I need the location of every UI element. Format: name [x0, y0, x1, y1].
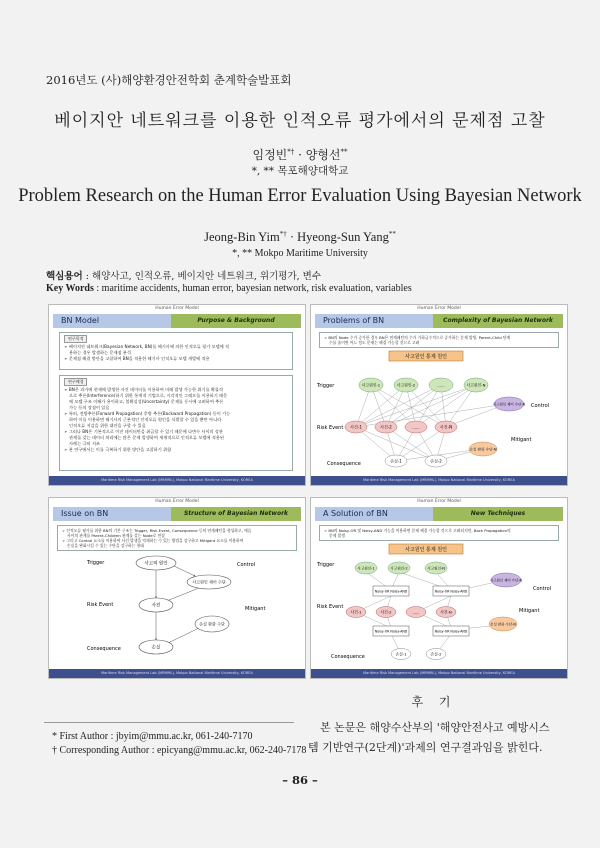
slide-footer: Maritime Risk Management Lab (MRMML), Mokpo National Maritime University, KOREA — [49, 476, 305, 485]
event-node-label: 사건-2 — [380, 609, 392, 615]
slide-subtitle: Purpose & Background — [171, 314, 301, 328]
footnote-divider — [44, 722, 294, 723]
author-kr-1: 임정빈 — [252, 148, 288, 162]
author-kr-2: 양형선 — [305, 148, 341, 162]
slide-title: Issue on BN — [53, 507, 171, 521]
korean-authors — [0, 146, 600, 163]
noisy-gate-diagram — [311, 542, 567, 666]
background-line: ➢ 그러나 BN은 기본적으로 이진 데이터만을 취급할 수 있기 때문에 다변수 사이의 상관 — [64, 429, 223, 434]
event-node-label: ...... — [412, 424, 420, 430]
event-node-label: 사건 — [151, 603, 161, 609]
noisy-gate-label: Noisy-OR Noisy-AND — [434, 589, 468, 594]
slide-footer: Maritime Risk Management Lab (MRMML), Mokpo National Maritime University, KOREA — [311, 476, 567, 485]
background-line: 관계를 갖는 데이터 처리에는 많은 문제 발생하여 세계적으로 인적오류 모델에 적용된 — [69, 435, 224, 440]
background-line: ➢ 본 연구에서는 이를 극복하기 위한 방안을 고찰하기 위함 — [64, 447, 172, 452]
cause-node-label: 사고원인-1 — [357, 566, 375, 571]
slide-footer: Maritime Risk Management Lab (MRMML), Mokpo National Maritime University, KOREA — [311, 669, 567, 678]
control-node-label: 사고원인 제어 수단-N — [489, 578, 523, 583]
slide-subtitle: Structure of Bayesian Network — [171, 507, 301, 521]
acknowledgement-title: 후 기 — [411, 695, 457, 709]
note-line: ➢ 그리고 Control 요소를 이용하여 사건 발생을 억제하는 수 있는 방법을 강구하고 Mitigant 요소를 이용하여 — [62, 538, 244, 543]
slide-title-bar — [315, 507, 563, 521]
author-en-2-mark: ** — [388, 230, 396, 238]
note-line: 사이의 관계를 Parent-Children 관계를 갖는 Node로 연결 — [67, 533, 165, 538]
slide-title-bar — [53, 507, 301, 521]
slide-footer: Maritime Risk Management Lab (MRMML), Mokpo National Maritime University, KOREA — [49, 669, 305, 678]
footnote-mark: * — [52, 731, 57, 742]
acknowledgement-text: 본 논문은 해양수산부의 '해양안전사고 예방시스템 기반연구(2단계)'과제의 연구결과임을 밝힌다. — [308, 721, 550, 754]
slide-title: A Solution of BN — [315, 507, 433, 521]
cause-node-label: 사고원인-2 — [390, 566, 408, 571]
cause-node-label: 사고원인-2 — [396, 382, 416, 388]
risk-event-label: Risk Event — [317, 425, 344, 431]
english-authors — [0, 230, 600, 245]
note-line: 수를 줄이면 어느 정도 문제는 해결 가능할 것으로 고려 — [329, 340, 420, 345]
event-node-label: 사건-N — [439, 424, 453, 430]
cause-node-label: ...... — [437, 382, 445, 388]
author-en-1: Jeong-Bin Yim — [204, 230, 280, 245]
background-line: 가능 등의 장점이 있음 — [69, 405, 110, 410]
conference-name: 2016년도 (사)해양환경안전학회 춘계학술발표회 — [46, 73, 292, 87]
slide-title: BN Model — [53, 314, 171, 328]
consequence-label: Consequence — [87, 646, 121, 652]
slide-header: Human Error Model — [417, 499, 461, 504]
root-node-label: 사고원인 통제 원인 — [405, 354, 447, 360]
risk-event-label: Risk Event — [317, 604, 344, 610]
cause-node-label: 사고의 원인 — [144, 561, 168, 567]
event-node-label: 사건-1 — [350, 424, 362, 430]
noisy-gate-label: Noisy-OR Noisy-AND — [434, 629, 468, 634]
cause-node-label: 사고원인-N — [427, 566, 445, 571]
purpose-box — [59, 332, 293, 370]
issue-note — [57, 525, 297, 551]
footnote-text: Corresponding Author : epicyang@mmu.ac.kr, 062-240-7178 — [57, 745, 307, 756]
control-label: Control — [533, 586, 552, 592]
footnote-text: First Author : jbyim@mmu.ac.kr, 061-240-7170 — [57, 731, 253, 742]
slide-title: Problems of BN — [315, 314, 433, 328]
english-title: Problem Research on the Human Error Evaluation Using Bayesian Network — [18, 186, 582, 206]
author-kr-2-mark: ** — [340, 148, 348, 156]
slide-title-bar — [315, 314, 563, 328]
background-line: 사례는 극히 저조 — [69, 441, 100, 446]
english-affiliation: *, ** Mokpo Maritime University — [232, 248, 368, 259]
trigger-label: Trigger — [317, 383, 335, 389]
purpose-line: 용하는 경우 발생하는 문제점 분석 — [69, 350, 131, 355]
background-line: ➢ BN은 과거에 현재에 발생한 사건 데이터를 이용하여 미래 발생 가능한 위기를 확률적 — [64, 387, 223, 392]
note-line: 문제 발생 — [329, 533, 345, 538]
complexity-diagram — [311, 349, 567, 473]
purpose-label: 연구목적 — [64, 335, 87, 343]
event-node-label: 사건-2 — [380, 424, 392, 430]
problem-note — [319, 332, 559, 348]
keywords-kr-label: 핵심용어 — [46, 271, 83, 282]
slide-subtitle: Complexity of Bayesian Network — [433, 314, 563, 328]
mitigant-label: Mitigant — [519, 608, 540, 614]
keywords-english — [46, 283, 412, 294]
keywords-korean — [46, 268, 321, 282]
mitigant-node-label: 손실 완화 수단 — [199, 621, 225, 627]
page-number: – 86 – — [282, 773, 318, 787]
purpose-line: ➢ 문제점 해결 방안을 고찰하여 BN을 적용한 해기사 인적오류 모델 개발에 적용 — [64, 356, 210, 361]
mitigant-node-label: 손실 완화 수단-N — [469, 447, 497, 452]
background-line: 으로 추론(Interference)하기 위한 통계적 기법으로, 시각적인 그래프를 이용하기 때문 — [69, 393, 228, 398]
noisy-gate-label: Noisy-OR Noisy-AND — [374, 589, 408, 594]
slide-issue-on-bn — [48, 497, 306, 679]
loss-node-label: 손실-1 — [390, 458, 402, 464]
footnote-corresponding-author — [52, 745, 306, 756]
consequence-label: Consequence — [331, 654, 365, 660]
cause-node-label: 사고원인-1 — [361, 382, 381, 388]
note-line: ➢ BN의 Node 수가 증가한 경우 BN은 연계패턴의 수가 기하급수적으로 증가하는 문제 발생. Parent-Child 단계 — [324, 335, 511, 340]
control-label: Control — [531, 403, 550, 409]
keywords-en-text: : maritime accidents, human error, bayesian network, risk evaluation, variables — [93, 283, 412, 294]
slide-subtitle: New Techniques — [433, 507, 563, 521]
keywords-en-label: Key Words — [46, 283, 94, 294]
purpose-line: ➢ 베이지안 네트워크(Bayesian Network, BN)를 해기사에 의한 인적오류 평가 모델에 적 — [64, 344, 230, 349]
control-label: Control — [237, 562, 256, 568]
author-en-1-mark: *† — [279, 230, 287, 238]
risk-event-label: Risk Event — [87, 602, 114, 608]
footnote-first-author — [52, 731, 252, 742]
mitigant-label: Mitigant — [511, 437, 532, 443]
root-node-label: 사고원인 통제 원인 — [405, 547, 447, 553]
slide-problems-of-bn — [310, 304, 568, 486]
consequence-label: Consequence — [327, 461, 361, 467]
event-node-label: 사건-N — [440, 609, 452, 615]
background-label: 연구배경 — [64, 378, 87, 386]
author-en-2: Hyeong-Sun Yang — [297, 230, 389, 245]
note-line: ➢ 인적오류 평가를 위한 BN의 기본 구조는 Trigger, Risk Event, Consequence 등의 연계패턴을 형성하고, 매듭 — [62, 528, 252, 533]
mitigant-node-label: 손실 완화 수단-N — [490, 622, 516, 627]
background-box — [59, 375, 293, 471]
loss-node-label: 손실-2 — [430, 651, 442, 657]
note-line: ➢ BN의 Noisy-OR 및 Noisy-AND 기능을 이용하면 문제 해결 가능할 것으로 고려되지만, Back Propagation의 — [324, 528, 511, 533]
noisy-gate-label: Noisy-OR Noisy-AND — [374, 629, 408, 634]
author-kr-separator: · — [294, 148, 306, 162]
trigger-label: Trigger — [317, 562, 335, 568]
background-line: ➢ 특히, 전방추론(Forward Propagation) 후방 추론(Backward Propagation) 등이 가능 — [64, 411, 231, 416]
author-kr-1-mark: *† — [287, 148, 295, 156]
korean-title: 베이지안 네트워크를 이용한 인적오류 평가에서의 문제점 고찰 — [54, 111, 546, 131]
solution-note — [319, 525, 559, 541]
mitigant-label: Mitigant — [245, 606, 266, 612]
loss-node-label: 손실-2 — [430, 458, 442, 464]
event-node-label: ...... — [412, 609, 420, 615]
loss-node-label: 손실 — [151, 645, 161, 651]
structure-diagram — [49, 554, 305, 666]
event-node-label: 사건-1 — [350, 609, 362, 615]
slide-title-bar — [53, 314, 301, 328]
keywords-kr-text: : 해양사고, 인적오류, 베이지안 네트워크, 위기평가, 변수 — [82, 271, 322, 282]
slide-header: Human Error Model — [155, 499, 199, 504]
slide-header: Human Error Model — [417, 306, 461, 311]
slide-bn-model — [48, 304, 306, 486]
background-line: 에 모델 구조 이해가 용이하고, 불확실성(Uncertainty) 문제를 동시에 고려하여 추론 — [69, 399, 224, 404]
author-en-separator: · — [286, 230, 298, 245]
note-line: 손실을 완화시킬 수 있는 수단을 강구하는 형태 — [67, 543, 144, 548]
slide-header: Human Error Model — [155, 306, 199, 311]
background-line: 인적오류 저감을 위한 대안을 구할 수 있음 — [69, 423, 146, 428]
control-node-label: 사고원인 제어 수단-N — [492, 402, 526, 407]
background-line: 하여 이를 이용하면 해기사의 근본적인 인적오류 원인을 식별할 수 있을 뿐만 아니라 — [69, 417, 222, 422]
control-node-label: 사고원인 제어 수단 — [192, 579, 226, 585]
footnote-mark: † — [52, 745, 57, 756]
cause-node-label: 사고원인-N — [466, 382, 486, 388]
loss-node-label: 손실-1 — [395, 651, 407, 657]
korean-affiliation: *, ** 목포해양대학교 — [251, 165, 349, 177]
trigger-label: Trigger — [87, 560, 105, 566]
slide-solution-of-bn — [310, 497, 568, 679]
